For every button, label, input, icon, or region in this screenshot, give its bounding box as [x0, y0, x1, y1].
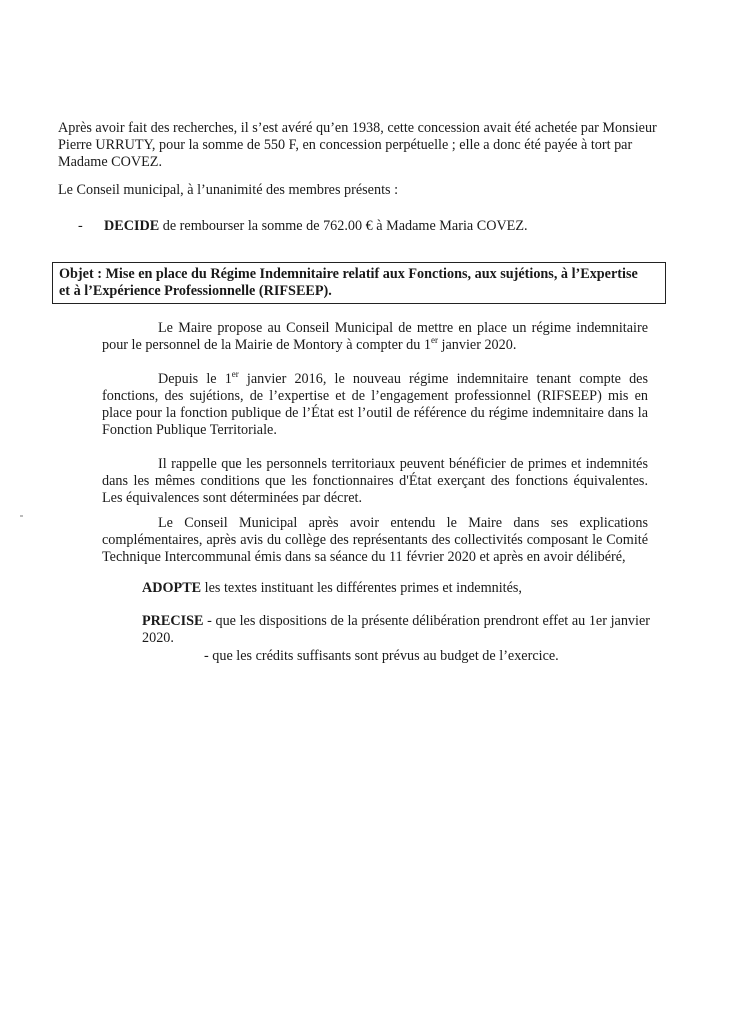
adopte-keyword: ADOPTE — [142, 580, 202, 596]
ordinal-sup: er — [231, 369, 239, 379]
decide-text: de rembourser la somme de 762.00 € à Madame Maria COVEZ. — [159, 218, 528, 234]
rifseep-text-start: Depuis le 1 — [158, 371, 232, 387]
ordinal-sup: er — [430, 335, 438, 345]
decide-item — [78, 218, 678, 235]
precise-item — [142, 613, 650, 647]
list-dash: - — [78, 218, 83, 234]
paragraph-deliberation: Le Conseil Municipal après avoir entendu le Maire dans ses explications complémentaires, après avis du collège des représentants des collectivités composant le Comité Technique Intercommunal émis dans sa séance du 11 février 2020 et après en avoir délibéré, — [102, 515, 648, 565]
intro-paragraph: Après avoir fait des recherches, il s’est avéré qu’en 1938, cette concession avait été achetée par Monsieur Pierre URRUTY, pour la somme de 550 F, en concession perpétuelle ; elle a donc été payée à tort par Madame COVEZ. — [58, 120, 657, 170]
objet-line-1: Objet : Mise en place du Régime Indemnitaire relatif aux Fonctions, aux sujétions, à l’Expertise — [59, 266, 638, 282]
paragraph-rappel: Il rappelle que les personnels territoriaux peuvent bénéficier de primes et indemnités dans les mêmes conditions que les fonctionnaires d'État exerçant des fonctions équivalentes. Les équivalences sont déterminées par décret. — [102, 456, 648, 506]
credits-item: - que les crédits suffisants sont prévus au budget de l’exercice. — [204, 648, 559, 664]
paragraph-rifseep — [102, 371, 648, 439]
objet-line-2: et à l’Expérience Professionnelle (RIFSEEP). — [59, 283, 332, 299]
proposal-date: janvier 2020. — [437, 337, 517, 353]
objet-box — [52, 262, 666, 304]
rifseep-text-rest: janvier 2016, le nouveau régime indemnitaire tenant compte des fonctions, des sujétions, de l’expertise et de l’engagement professionnel (RIFSEEP) mis en place pour la fonction publique de l’État est l’outil de référence du régime indemnitaire dans la Fonction Publique Territoriale. — [102, 371, 648, 438]
scan-speck — [20, 515, 23, 517]
conseil-statement: Le Conseil municipal, à l’unanimité des membres présents : — [58, 182, 399, 198]
adopte-text: les textes instituant les différentes primes et indemnités, — [201, 580, 522, 596]
precise-keyword: PRECISE — [142, 613, 204, 629]
paragraph-proposal — [102, 320, 648, 354]
adopte-item — [142, 580, 652, 597]
decide-keyword: DECIDE — [104, 218, 160, 234]
proposal-text: Le Maire propose au Conseil Municipal de mettre en place un régime indemnitaire pour le personnel de la Mairie de Montory à compter du 1 — [102, 320, 648, 353]
precise-text: - que les dispositions de la présente délibération prendront effet au 1er janvier 2020. — [142, 613, 650, 646]
